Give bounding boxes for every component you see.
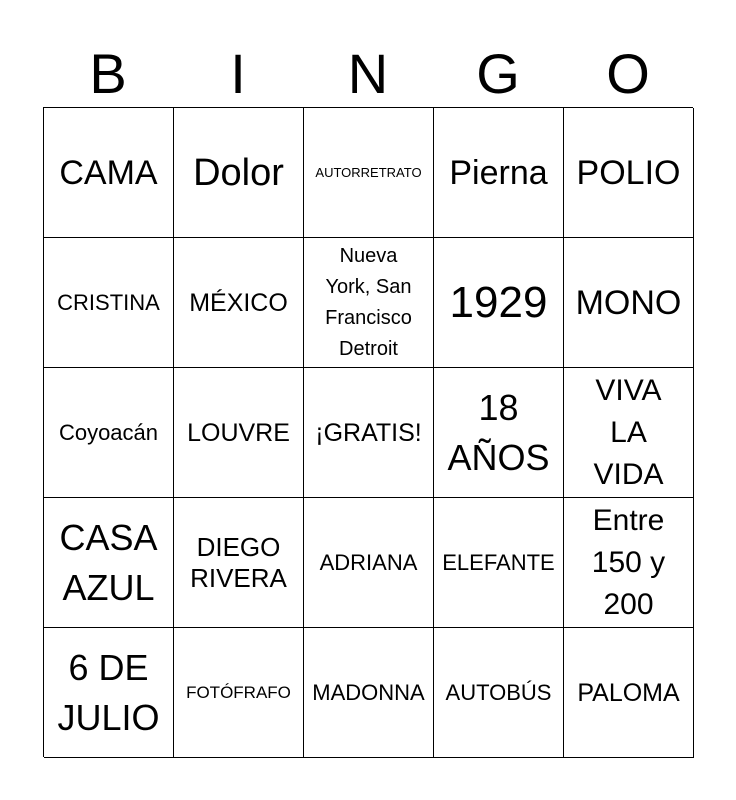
cell-text: FOTÓFRAFO xyxy=(186,683,291,702)
bingo-cell xyxy=(304,238,434,368)
cell-text: Entre 150 y 200 xyxy=(591,503,666,621)
bingo-cell xyxy=(44,368,174,498)
bingo-cell xyxy=(564,238,694,368)
cell-text: Coyoacán xyxy=(58,419,159,445)
bingo-cell xyxy=(44,498,174,628)
bingo-cell xyxy=(564,368,694,498)
bingo-cell xyxy=(44,238,174,368)
cell-text: CASA AZUL xyxy=(59,516,158,608)
bingo-cell xyxy=(434,238,564,368)
bingo-cell xyxy=(434,108,564,238)
cell-text: PALOMA xyxy=(577,678,680,707)
bingo-cell xyxy=(304,628,434,758)
header-letter-g: G xyxy=(476,42,520,105)
bingo-cell xyxy=(434,368,564,498)
cell-text: CAMA xyxy=(59,153,158,192)
cell-text: LOUVRE xyxy=(187,418,290,447)
bingo-cell xyxy=(564,628,694,758)
header-letter-o: O xyxy=(606,42,650,105)
cell-text: MONO xyxy=(575,283,682,322)
cell-text: ¡GRATIS! xyxy=(315,418,422,447)
header-letter-n: N xyxy=(347,42,389,105)
bingo-cell xyxy=(174,108,304,238)
cell-text: AUTORRETRATO xyxy=(315,164,422,180)
cell-text: VIVA LA VIDA xyxy=(593,373,664,491)
bingo-cell xyxy=(174,368,304,498)
bingo-cell xyxy=(174,498,304,628)
bingo-cell xyxy=(434,628,564,758)
bingo-cell xyxy=(304,498,434,628)
bingo-cell xyxy=(174,628,304,758)
cell-text: Pierna xyxy=(449,153,548,192)
bingo-cell xyxy=(304,368,434,498)
header-letter-i: I xyxy=(230,42,246,105)
header-letter-b: B xyxy=(89,42,127,105)
bingo-cell xyxy=(564,498,694,628)
cell-text: Nueva York, San Francisco Detroit xyxy=(325,244,412,360)
cell-text: CRISTINA xyxy=(57,289,160,315)
cell-text: AUTOBÚS xyxy=(445,679,552,705)
cell-text: DIEGO RIVERA xyxy=(190,531,287,593)
bingo-cell xyxy=(564,108,694,238)
bingo-cell xyxy=(44,628,174,758)
cell-text: Dolor xyxy=(193,151,284,194)
cell-text: ADRIANA xyxy=(319,549,418,575)
bingo-cell xyxy=(304,108,434,238)
cell-text: ELEFANTE xyxy=(442,549,555,575)
cell-text: MADONNA xyxy=(312,679,425,705)
cell-text: 18 AÑOS xyxy=(447,386,550,478)
bingo-cell xyxy=(174,238,304,368)
cell-text: 6 DE JULIO xyxy=(57,646,160,738)
cell-text: 1929 xyxy=(449,277,548,327)
bingo-header xyxy=(43,40,693,108)
cell-text: MÉXICO xyxy=(189,288,288,317)
bingo-cell xyxy=(434,498,564,628)
bingo-cell xyxy=(44,108,174,238)
cell-text: POLIO xyxy=(576,153,681,192)
bingo-card-grid xyxy=(43,107,693,757)
